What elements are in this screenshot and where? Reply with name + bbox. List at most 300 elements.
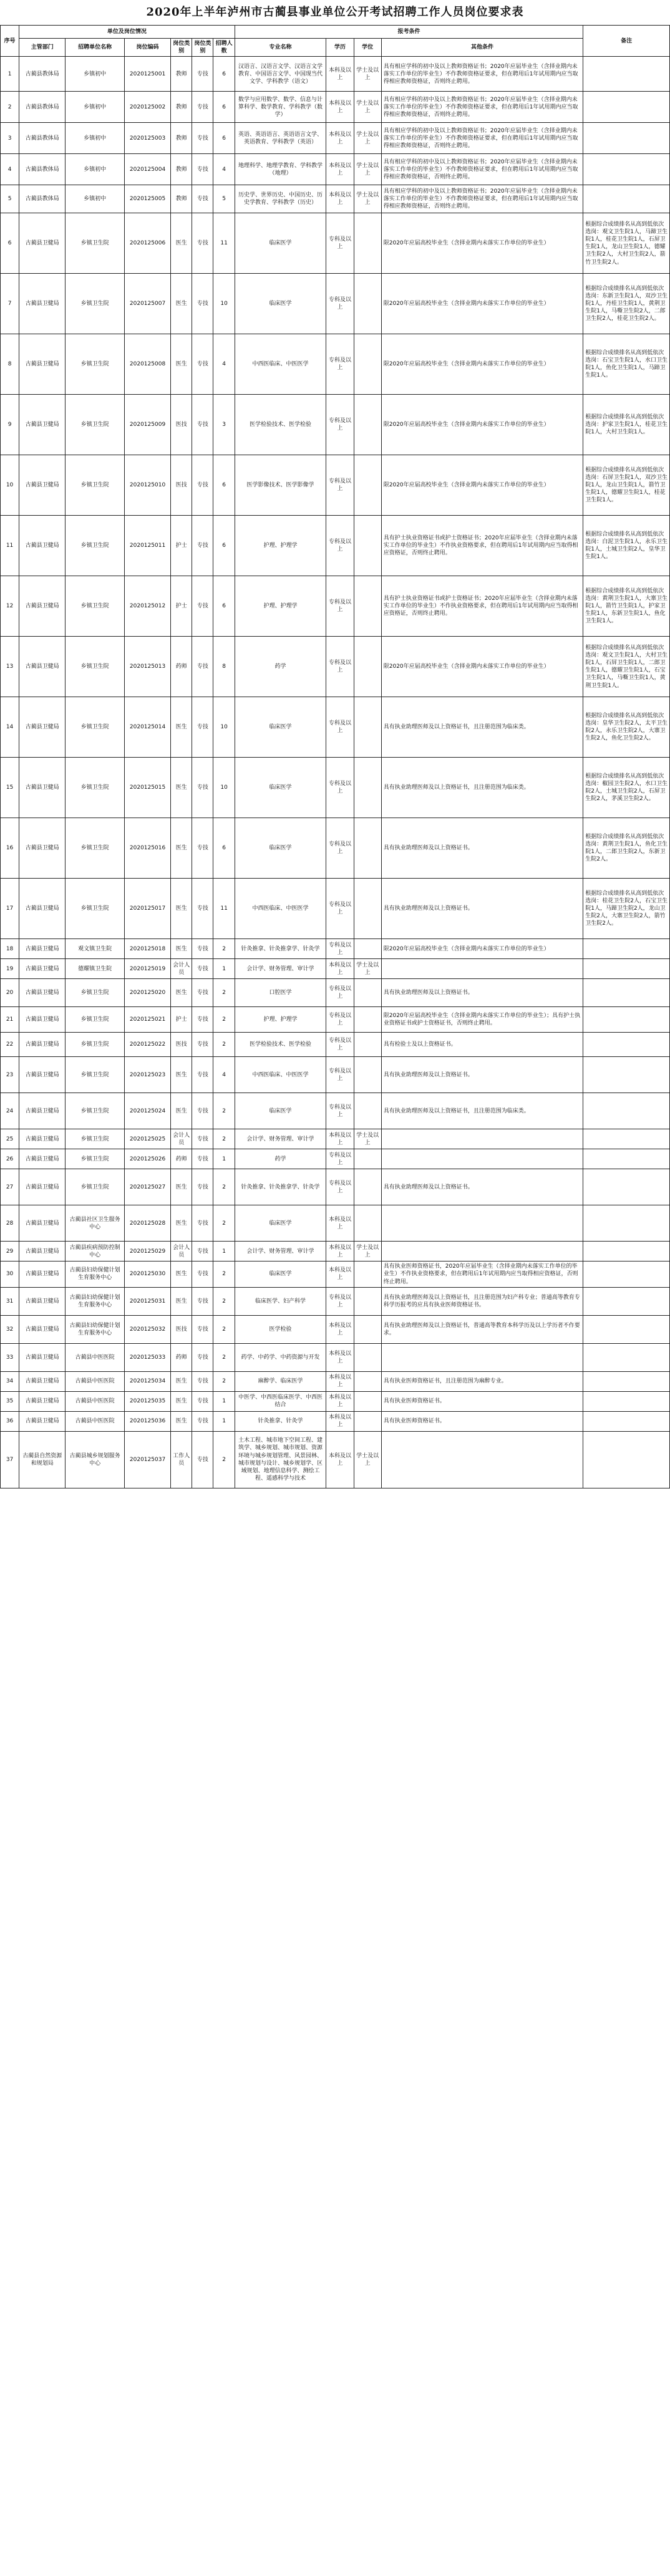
cell-position-type: 医生 <box>171 1261 192 1287</box>
cell-seq: 31 <box>1 1287 19 1315</box>
cell-dept: 古蔺县卫健局 <box>19 1057 66 1093</box>
cell-seq: 9 <box>1 395 19 455</box>
cell-unit: 乡镇卫生院 <box>66 395 124 455</box>
cell-position-type: 医生 <box>171 979 192 1007</box>
cell-major: 护理、护理学 <box>235 516 326 576</box>
cell-count: 6 <box>213 123 235 154</box>
cell-count: 2 <box>213 1169 235 1205</box>
cell-degree <box>354 455 381 516</box>
header-major: 专业名称 <box>235 39 326 57</box>
cell-position-type: 医生 <box>171 758 192 818</box>
cell-degree <box>354 879 381 939</box>
cell-note <box>583 1169 670 1205</box>
cell-dept: 古蔺县卫健局 <box>19 1129 66 1149</box>
cell-dept: 古蔺县卫健局 <box>19 1242 66 1261</box>
cell-education: 本科及以上 <box>326 1391 354 1411</box>
cell-count: 10 <box>213 697 235 758</box>
cell-dept: 古蔺县教体局 <box>19 154 66 185</box>
cell-code: 2020125021 <box>124 1007 170 1033</box>
cell-education: 专科及以上 <box>326 637 354 697</box>
page-title: 2020年上半年泸州市古蔺县事业单位公开考试招聘工作人员岗位要求表 <box>146 6 524 19</box>
cell-note <box>583 1411 670 1431</box>
table-row <box>1 758 670 818</box>
header-code: 岗位编码 <box>124 39 170 57</box>
cell-seq: 32 <box>1 1315 19 1343</box>
cell-seq: 36 <box>1 1411 19 1431</box>
cell-position-kind: 专技 <box>192 1007 213 1033</box>
cell-position-kind: 专技 <box>192 939 213 959</box>
cell-major: 临床医学 <box>235 697 326 758</box>
cell-education: 本科及以上 <box>326 1242 354 1261</box>
cell-major: 药学、中药学、中药资源与开发 <box>235 1343 326 1371</box>
cell-degree: 学士及以上 <box>354 123 381 154</box>
cell-dept: 古蔺县教体局 <box>19 92 66 123</box>
cell-degree <box>354 1391 381 1411</box>
cell-other-conditions: 具有执业医师资格证书，2020年应届毕业生（含择业期内未落实工作单位的毕业生）不作执业资格要求，但在聘用后1年试用期内应当取得相应资格证，否则终止聘用。 <box>381 1261 583 1287</box>
cell-note <box>583 1315 670 1343</box>
cell-unit: 古蔺县中医医院 <box>66 1343 124 1371</box>
cell-code: 2020125032 <box>124 1315 170 1343</box>
cell-other-conditions: 具有检验士及以上资格证书。 <box>381 1033 583 1057</box>
header-position-type: 岗位类别 <box>171 39 192 57</box>
cell-education: 专科及以上 <box>326 1169 354 1205</box>
cell-education: 专科及以上 <box>326 1007 354 1033</box>
cell-count: 2 <box>213 1033 235 1057</box>
cell-other-conditions: 具有执业助理医师及以上资格证书，普通高等教育本科学历及以上学历者不作要求。 <box>381 1315 583 1343</box>
cell-position-type: 教师 <box>171 154 192 185</box>
cell-unit: 乡镇初中 <box>66 92 124 123</box>
cell-degree: 学士及以上 <box>354 1129 381 1149</box>
cell-degree <box>354 979 381 1007</box>
cell-seq: 23 <box>1 1057 19 1093</box>
cell-dept: 古蔺县卫健局 <box>19 1371 66 1391</box>
cell-degree: 学士及以上 <box>354 92 381 123</box>
cell-major: 针灸推拿、针灸学 <box>235 1411 326 1431</box>
cell-other-conditions: 具有执业助理医师及以上资格证书。 <box>381 1169 583 1205</box>
cell-unit: 古蔺县中医医院 <box>66 1411 124 1431</box>
cell-dept: 古蔺县教体局 <box>19 185 66 213</box>
cell-code: 2020125018 <box>124 939 170 959</box>
cell-dept: 古蔺县卫健局 <box>19 959 66 979</box>
table-row <box>1 213 670 274</box>
cell-seq: 3 <box>1 123 19 154</box>
job-requirements-table <box>0 25 670 1488</box>
cell-other-conditions: 具有执业医师资格证书，且注册范围为麻醉专业。 <box>381 1371 583 1391</box>
cell-seq: 14 <box>1 697 19 758</box>
cell-degree <box>354 395 381 455</box>
cell-major: 针灸推拿、针灸推拿学、针灸学 <box>235 1169 326 1205</box>
cell-dept: 古蔺县卫健局 <box>19 1093 66 1129</box>
cell-position-kind: 专技 <box>192 1057 213 1093</box>
cell-dept: 古蔺县卫健局 <box>19 576 66 637</box>
cell-count: 2 <box>213 1007 235 1033</box>
cell-unit: 乡镇卫生院 <box>66 516 124 576</box>
cell-dept: 古蔺县卫健局 <box>19 979 66 1007</box>
cell-count: 4 <box>213 154 235 185</box>
cell-education: 专科及以上 <box>326 697 354 758</box>
cell-position-kind: 专技 <box>192 959 213 979</box>
cell-degree: 学士及以上 <box>354 959 381 979</box>
cell-code: 2020125003 <box>124 123 170 154</box>
cell-note: 根据综合成绩排名从高到低依次选岗：东新卫生院1人，双沙卫生院1人，丹桂卫生院1人，黄荆卫生院1人，马嘶卫生院2人，二郎卫生院2人，桂花卫生院2人。 <box>583 274 670 334</box>
cell-position-kind: 专技 <box>192 697 213 758</box>
cell-count: 10 <box>213 274 235 334</box>
cell-position-kind: 专技 <box>192 516 213 576</box>
cell-unit: 德耀镇卫生院 <box>66 959 124 979</box>
cell-note: 根据综合成绩排名从高到低依次选岗：黄荆卫生院1人，鱼化卫生院1人，二郎卫生院2人，东新卫生院2人。 <box>583 818 670 879</box>
cell-dept: 古蔺县卫健局 <box>19 213 66 274</box>
cell-education: 本科及以上 <box>326 154 354 185</box>
cell-other-conditions: 具有执业助理医师及以上资格证书。 <box>381 1057 583 1093</box>
cell-degree <box>354 637 381 697</box>
cell-dept: 古蔺县自然资源和规划局 <box>19 1431 66 1488</box>
cell-position-type: 医技 <box>171 1033 192 1057</box>
cell-note <box>583 123 670 154</box>
cell-unit: 乡镇初中 <box>66 57 124 92</box>
cell-dept: 古蔺县卫健局 <box>19 1261 66 1287</box>
cell-dept: 古蔺县卫健局 <box>19 637 66 697</box>
cell-count: 2 <box>213 1261 235 1287</box>
cell-degree <box>354 1411 381 1431</box>
cell-seq: 30 <box>1 1261 19 1287</box>
cell-unit: 乡镇卫生院 <box>66 697 124 758</box>
cell-major: 中西医临床、中医医学 <box>235 879 326 939</box>
cell-position-kind: 专技 <box>192 879 213 939</box>
cell-code: 2020125024 <box>124 1093 170 1129</box>
cell-unit: 乡镇卫生院 <box>66 455 124 516</box>
cell-position-type: 药师 <box>171 1343 192 1371</box>
cell-seq: 35 <box>1 1391 19 1411</box>
cell-code: 2020125030 <box>124 1261 170 1287</box>
cell-dept: 古蔺县卫健局 <box>19 1391 66 1411</box>
cell-position-type: 医生 <box>171 1205 192 1242</box>
cell-seq: 33 <box>1 1343 19 1371</box>
cell-unit: 乡镇卫生院 <box>66 818 124 879</box>
cell-count: 2 <box>213 1205 235 1242</box>
cell-major: 护理、护理学 <box>235 576 326 637</box>
cell-unit: 乡镇卫生院 <box>66 879 124 939</box>
table-row <box>1 879 670 939</box>
cell-major: 会计学、财务管理、审计学 <box>235 1242 326 1261</box>
cell-unit: 乡镇卫生院 <box>66 637 124 697</box>
cell-code: 2020125026 <box>124 1149 170 1169</box>
cell-education: 专科及以上 <box>326 939 354 959</box>
cell-note <box>583 1343 670 1371</box>
cell-degree <box>354 1093 381 1129</box>
cell-major: 护理、护理学 <box>235 1007 326 1033</box>
cell-note <box>583 1129 670 1149</box>
cell-seq: 17 <box>1 879 19 939</box>
cell-position-type: 医生 <box>171 818 192 879</box>
cell-code: 2020125016 <box>124 818 170 879</box>
cell-unit: 古蔺县妇幼保健计划生育服务中心 <box>66 1287 124 1315</box>
cell-code: 2020125006 <box>124 213 170 274</box>
cell-seq: 11 <box>1 516 19 576</box>
cell-unit: 乡镇卫生院 <box>66 758 124 818</box>
cell-other-conditions: 具有执业助理医师及以上资格证书，且注册范围为临床类。 <box>381 1093 583 1129</box>
cell-seq: 37 <box>1 1431 19 1488</box>
cell-note <box>583 1391 670 1411</box>
cell-position-type: 教师 <box>171 57 192 92</box>
table-row <box>1 1411 670 1431</box>
cell-degree <box>354 334 381 395</box>
cell-seq: 25 <box>1 1129 19 1149</box>
cell-seq: 34 <box>1 1371 19 1391</box>
cell-position-kind: 专技 <box>192 1343 213 1371</box>
cell-seq: 8 <box>1 334 19 395</box>
cell-dept: 古蔺县卫健局 <box>19 818 66 879</box>
cell-dept: 古蔺县教体局 <box>19 57 66 92</box>
cell-count: 2 <box>213 1287 235 1315</box>
cell-position-type: 教师 <box>171 185 192 213</box>
cell-position-type: 医技 <box>171 395 192 455</box>
cell-position-kind: 专技 <box>192 92 213 123</box>
cell-seq: 27 <box>1 1169 19 1205</box>
cell-note <box>583 1431 670 1488</box>
cell-note <box>583 1093 670 1129</box>
cell-other-conditions: 具有执业助理医师及以上资格证书，且注册范围为临床类。 <box>381 697 583 758</box>
cell-unit: 古蔺县中医医院 <box>66 1371 124 1391</box>
table-header-row <box>1 39 670 57</box>
cell-education: 专科及以上 <box>326 516 354 576</box>
cell-degree <box>354 1287 381 1315</box>
cell-note <box>583 185 670 213</box>
cell-major: 临床医学 <box>235 1093 326 1129</box>
cell-dept: 古蔺县卫健局 <box>19 758 66 818</box>
cell-major: 医学检验 <box>235 1315 326 1343</box>
cell-position-kind: 专技 <box>192 1431 213 1488</box>
cell-other-conditions <box>381 1431 583 1488</box>
cell-count: 2 <box>213 979 235 1007</box>
header-seq: 序号 <box>1 26 19 57</box>
cell-position-type: 药师 <box>171 1149 192 1169</box>
cell-note: 根据综合成绩排名从高到低依次选岗：白泥卫生院1人，永乐卫生院1人，土城卫生院2人，皇华卫生院1人。 <box>583 516 670 576</box>
cell-major: 医学检验技术、医学检验 <box>235 1033 326 1057</box>
cell-position-kind: 专技 <box>192 1149 213 1169</box>
cell-seq: 28 <box>1 1205 19 1242</box>
cell-unit: 乡镇初中 <box>66 154 124 185</box>
cell-code: 2020125011 <box>124 516 170 576</box>
cell-seq: 26 <box>1 1149 19 1169</box>
cell-seq: 4 <box>1 154 19 185</box>
cell-position-type: 医生 <box>171 1371 192 1391</box>
cell-major: 中西医临床、中医医学 <box>235 1057 326 1093</box>
cell-major: 临床医学 <box>235 818 326 879</box>
cell-count: 11 <box>213 213 235 274</box>
cell-degree <box>354 1371 381 1391</box>
cell-other-conditions: 具有执业医师资格证书。 <box>381 1391 583 1411</box>
cell-other-conditions <box>381 1149 583 1169</box>
cell-code: 2020125008 <box>124 334 170 395</box>
cell-major: 会计学、财务管理、审计学 <box>235 1129 326 1149</box>
table-row <box>1 154 670 185</box>
cell-position-kind: 专技 <box>192 395 213 455</box>
cell-unit: 乡镇卫生院 <box>66 1033 124 1057</box>
cell-position-kind: 专技 <box>192 1169 213 1205</box>
cell-seq: 7 <box>1 274 19 334</box>
cell-education: 专科及以上 <box>326 979 354 1007</box>
cell-count: 4 <box>213 1057 235 1093</box>
cell-major: 汉语言、汉语言文学、汉语言文学教育、中国语言文学、中国现当代文学、学科教学（语文） <box>235 57 326 92</box>
table-row <box>1 1315 670 1343</box>
table-row <box>1 979 670 1007</box>
cell-degree <box>354 213 381 274</box>
cell-other-conditions <box>381 1242 583 1261</box>
table-row <box>1 818 670 879</box>
cell-major: 临床医学 <box>235 1261 326 1287</box>
cell-other-conditions <box>381 1205 583 1242</box>
cell-position-kind: 专技 <box>192 1093 213 1129</box>
cell-education: 本科及以上 <box>326 1205 354 1242</box>
cell-position-kind: 专技 <box>192 334 213 395</box>
cell-dept: 古蔺县卫健局 <box>19 1033 66 1057</box>
cell-position-type: 医生 <box>171 879 192 939</box>
cell-note: 根据综合成绩排名从高到低依次选岗：桂花卫生院2人，石宝卫生院1人，马蹄卫生院2人，龙山卫生院2人，大寨卫生院2人，箭竹卫生院2人。 <box>583 879 670 939</box>
cell-other-conditions: 具有执业助理医师及以上资格证书，且注册范围为临床类。 <box>381 758 583 818</box>
cell-other-conditions: 限2020年应届高校毕业生（含择业期内未落实工作单位的毕业生） <box>381 274 583 334</box>
cell-position-kind: 专技 <box>192 818 213 879</box>
cell-major: 临床医学、妇产科学 <box>235 1287 326 1315</box>
cell-position-kind: 专技 <box>192 1371 213 1391</box>
cell-code: 2020125017 <box>124 879 170 939</box>
cell-note <box>583 1149 670 1169</box>
cell-code: 2020125023 <box>124 1057 170 1093</box>
cell-education: 专科及以上 <box>326 1033 354 1057</box>
table-row <box>1 1129 670 1149</box>
cell-dept: 古蔺县卫健局 <box>19 1149 66 1169</box>
cell-count: 6 <box>213 57 235 92</box>
cell-code: 2020125002 <box>124 92 170 123</box>
cell-position-type: 会计人员 <box>171 1129 192 1149</box>
cell-degree <box>354 1261 381 1287</box>
table-row <box>1 637 670 697</box>
header-unit: 招聘单位名称 <box>66 39 124 57</box>
cell-degree: 学士及以上 <box>354 154 381 185</box>
cell-position-kind: 专技 <box>192 1033 213 1057</box>
cell-other-conditions <box>381 1343 583 1371</box>
header-group-unit: 单位及岗位情况 <box>19 26 235 39</box>
header-degree: 学位 <box>354 39 381 57</box>
cell-count: 2 <box>213 1371 235 1391</box>
cell-seq: 12 <box>1 576 19 637</box>
cell-code: 2020125012 <box>124 576 170 637</box>
cell-count: 6 <box>213 455 235 516</box>
header-dept: 主管部门 <box>19 39 66 57</box>
cell-position-type: 护士 <box>171 516 192 576</box>
cell-code: 2020125022 <box>124 1033 170 1057</box>
cell-dept: 古蔺县卫健局 <box>19 879 66 939</box>
cell-count: 11 <box>213 879 235 939</box>
cell-degree <box>354 758 381 818</box>
table-row <box>1 92 670 123</box>
cell-education: 专科及以上 <box>326 213 354 274</box>
cell-degree <box>354 1007 381 1033</box>
cell-position-type: 医生 <box>171 1287 192 1315</box>
cell-seq: 15 <box>1 758 19 818</box>
cell-count: 10 <box>213 758 235 818</box>
cell-position-kind: 专技 <box>192 576 213 637</box>
cell-note <box>583 979 670 1007</box>
cell-education: 专科及以上 <box>326 879 354 939</box>
cell-education: 本科及以上 <box>326 1315 354 1343</box>
cell-unit: 古蔺县中医医院 <box>66 1391 124 1411</box>
cell-degree <box>354 1343 381 1371</box>
cell-unit: 乡镇卫生院 <box>66 1057 124 1093</box>
cell-degree: 学士及以上 <box>354 1431 381 1488</box>
cell-degree <box>354 939 381 959</box>
table-row <box>1 1391 670 1411</box>
table-row <box>1 1169 670 1205</box>
cell-education: 专科及以上 <box>326 274 354 334</box>
cell-major: 会计学、财务管理、审计学 <box>235 959 326 979</box>
cell-code: 2020125036 <box>124 1411 170 1431</box>
cell-education: 本科及以上 <box>326 185 354 213</box>
table-row <box>1 1057 670 1093</box>
cell-major: 历史学、世界历史、中国历史、历史学教育、学科教学（历史） <box>235 185 326 213</box>
cell-seq: 29 <box>1 1242 19 1261</box>
cell-seq: 24 <box>1 1093 19 1129</box>
cell-note: 根据综合成绩排名从高到低依次选岗：黄荆卫生院1人，大寨卫生院1人，箭竹卫生院1人，护家卫生院1人，东新卫生院1人，鱼化卫生院1人。 <box>583 576 670 637</box>
cell-other-conditions: 限2020年应届高校毕业生（含择业期内未落实工作单位的毕业生） <box>381 395 583 455</box>
cell-seq: 20 <box>1 979 19 1007</box>
cell-dept: 古蔺县教体局 <box>19 123 66 154</box>
cell-other-conditions <box>381 1129 583 1149</box>
cell-code: 2020125009 <box>124 395 170 455</box>
cell-code: 2020125028 <box>124 1205 170 1242</box>
cell-position-type: 医生 <box>171 1057 192 1093</box>
cell-count: 4 <box>213 334 235 395</box>
cell-other-conditions: 具有执业助理医师及以上资格证书。 <box>381 979 583 1007</box>
cell-position-type: 医生 <box>171 1411 192 1431</box>
cell-dept: 古蔺县卫健局 <box>19 274 66 334</box>
cell-position-kind: 专技 <box>192 637 213 697</box>
cell-degree <box>354 1205 381 1242</box>
cell-note <box>583 1261 670 1287</box>
cell-other-conditions: 限2020年应届高校毕业生（含择业期内未落实工作单位的毕业生） <box>381 939 583 959</box>
cell-count: 6 <box>213 92 235 123</box>
header-other-conditions: 其他条件 <box>381 39 583 57</box>
cell-count: 2 <box>213 1431 235 1488</box>
cell-position-kind: 专技 <box>192 123 213 154</box>
cell-dept: 古蔺县卫健局 <box>19 1315 66 1343</box>
cell-code: 2020125015 <box>124 758 170 818</box>
cell-code: 2020125005 <box>124 185 170 213</box>
cell-seq: 22 <box>1 1033 19 1057</box>
table-row <box>1 57 670 92</box>
header-note: 备注 <box>583 26 670 57</box>
cell-code: 2020125001 <box>124 57 170 92</box>
cell-note <box>583 154 670 185</box>
cell-major: 临床医学 <box>235 1205 326 1242</box>
cell-position-kind: 专技 <box>192 1391 213 1411</box>
table-row <box>1 1371 670 1391</box>
cell-position-type: 医生 <box>171 1093 192 1129</box>
cell-unit: 乡镇卫生院 <box>66 213 124 274</box>
cell-degree: 学士及以上 <box>354 1242 381 1261</box>
cell-degree <box>354 1033 381 1057</box>
cell-unit: 古蔺县妇幼保健计划生育服务中心 <box>66 1261 124 1287</box>
cell-code: 2020125033 <box>124 1343 170 1371</box>
header-count: 招聘人数 <box>213 39 235 57</box>
cell-major: 英语、英语语言、英语语言文学、英语教育、学科教学（英语） <box>235 123 326 154</box>
header-position-kind: 岗位类别 <box>192 39 213 57</box>
cell-major: 临床医学 <box>235 213 326 274</box>
cell-position-kind: 专技 <box>192 1411 213 1431</box>
cell-note: 根据综合成绩排名从高到低依次选岗：皇华卫生院2人，太平卫生院2人，永乐卫生院2人，大寨卫生院2人，鱼化卫生院2人。 <box>583 697 670 758</box>
cell-major: 中西医临床、中医医学 <box>235 334 326 395</box>
cell-count: 6 <box>213 576 235 637</box>
cell-unit: 古蔺县社区卫生服务中心 <box>66 1205 124 1242</box>
